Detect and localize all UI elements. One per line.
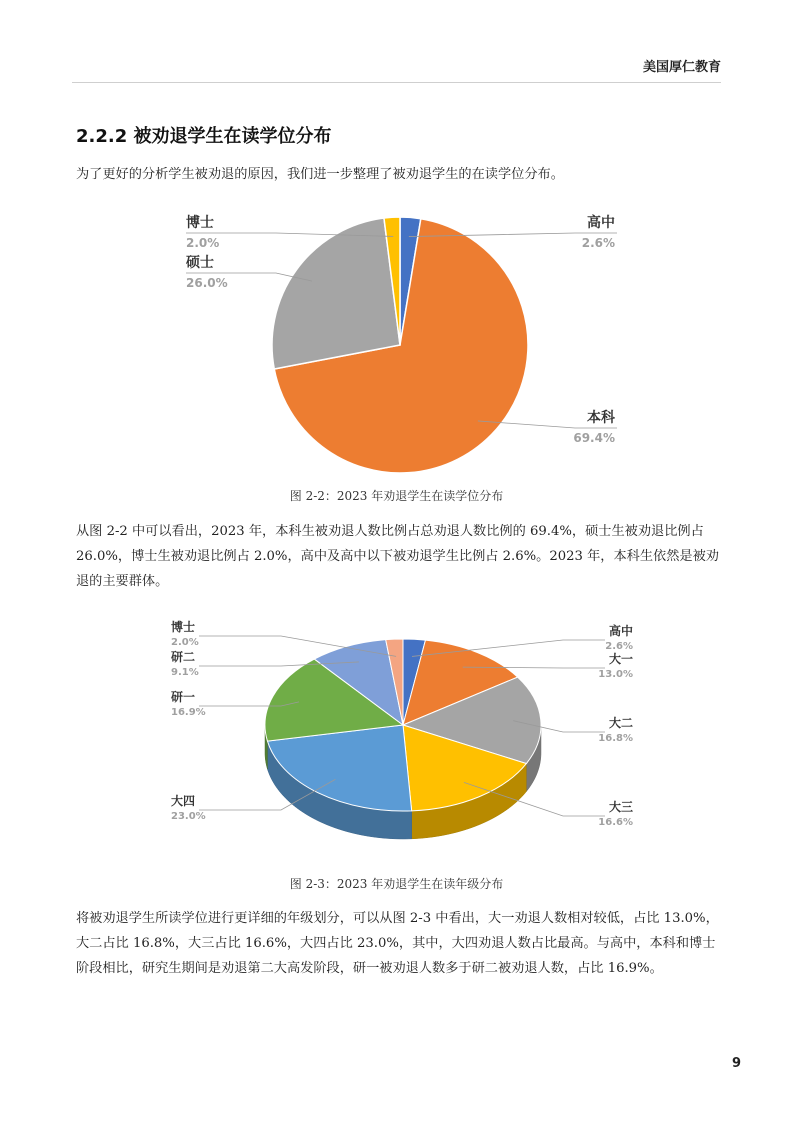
- pie-value-slice-2: 26.0%: [186, 276, 228, 290]
- pie3d-value-slice-6: 9.1%: [171, 667, 199, 678]
- degree-pie-chart: [180, 205, 620, 475]
- pie3d-label-slice-5: 研一: [171, 690, 196, 704]
- pie3d-value-slice-0: 2.6%: [605, 641, 633, 652]
- pie-slice-slice-2: [272, 218, 400, 369]
- pie3d-label-slice-2: 大二: [608, 716, 633, 730]
- pie-label-slice-3: 博士: [186, 215, 214, 231]
- figure-caption-2-3: 图 2-3：2023 年劝退学生在读年级分布: [289, 877, 504, 891]
- pie-label-slice-2: 硕士: [186, 255, 214, 271]
- pie-label-slice-0: 高中: [587, 215, 615, 231]
- pie-label-slice-1: 本科: [587, 410, 615, 426]
- paragraph-grade-analysis: 将被劝退学生所读学位进行更详细的年级划分，可以从图 2-3 中看出，大一劝退人数相对较低，占比 13.0%，大二占比 16.8%，大三占比 16.6%，大四占比 23.0%，其中，大四劝退人数占比最高。与高中，本科和博士阶段相比，研究生期间是劝退第二大高发阶段，研一被劝退人数多于研二被劝退人数，占比 16.9%。: [76, 911, 719, 976]
- pie3d-value-slice-4: 23.0%: [171, 811, 206, 822]
- paragraph-intro: 为了更好的分析学生被劝退的原因，我们进一步整理了被劝退学生的在读学位分布。: [76, 167, 564, 182]
- header-brand: 美国厚仁教育: [642, 60, 721, 75]
- pie3d-value-slice-7: 2.0%: [171, 637, 199, 648]
- paragraph-degree-analysis: 从图 2-2 中可以看出，2023 年，本科生被劝退人数比例占总劝退人数比例的 69.4%，硕士生被劝退比例占 26.0%，博士生被劝退比例占 2.0%，高中及高中以下被劝退学生比例占 2.6%。2023 年，本科生依然是被劝退的主要群体。: [76, 524, 719, 589]
- pie3d-value-slice-1: 13.0%: [598, 669, 633, 680]
- grade-pie-chart: [165, 615, 645, 865]
- pie-value-slice-1: 69.4%: [573, 431, 615, 445]
- pie3d-value-slice-3: 16.6%: [598, 817, 633, 828]
- pie3d-label-slice-7: 博士: [171, 620, 196, 634]
- pie3d-label-slice-0: 高中: [608, 624, 633, 638]
- pie3d-label-slice-4: 大四: [171, 794, 196, 808]
- section-title: 2.2.2 被劝退学生在读学位分布: [76, 126, 332, 147]
- page-number: 9: [731, 1056, 741, 1071]
- pie-value-slice-0: 2.6%: [581, 236, 615, 250]
- pie-value-slice-3: 2.0%: [186, 236, 220, 250]
- pie3d-label-slice-6: 研二: [171, 650, 196, 664]
- pie3d-label-slice-1: 大一: [608, 652, 633, 666]
- pie3d-value-slice-2: 16.8%: [598, 733, 633, 744]
- pie3d-value-slice-5: 16.9%: [171, 707, 206, 718]
- header-divider: [72, 82, 721, 83]
- figure-caption-2-2: 图 2-2：2023 年劝退学生在读学位分布: [289, 489, 504, 503]
- pie3d-label-slice-3: 大三: [608, 800, 633, 814]
